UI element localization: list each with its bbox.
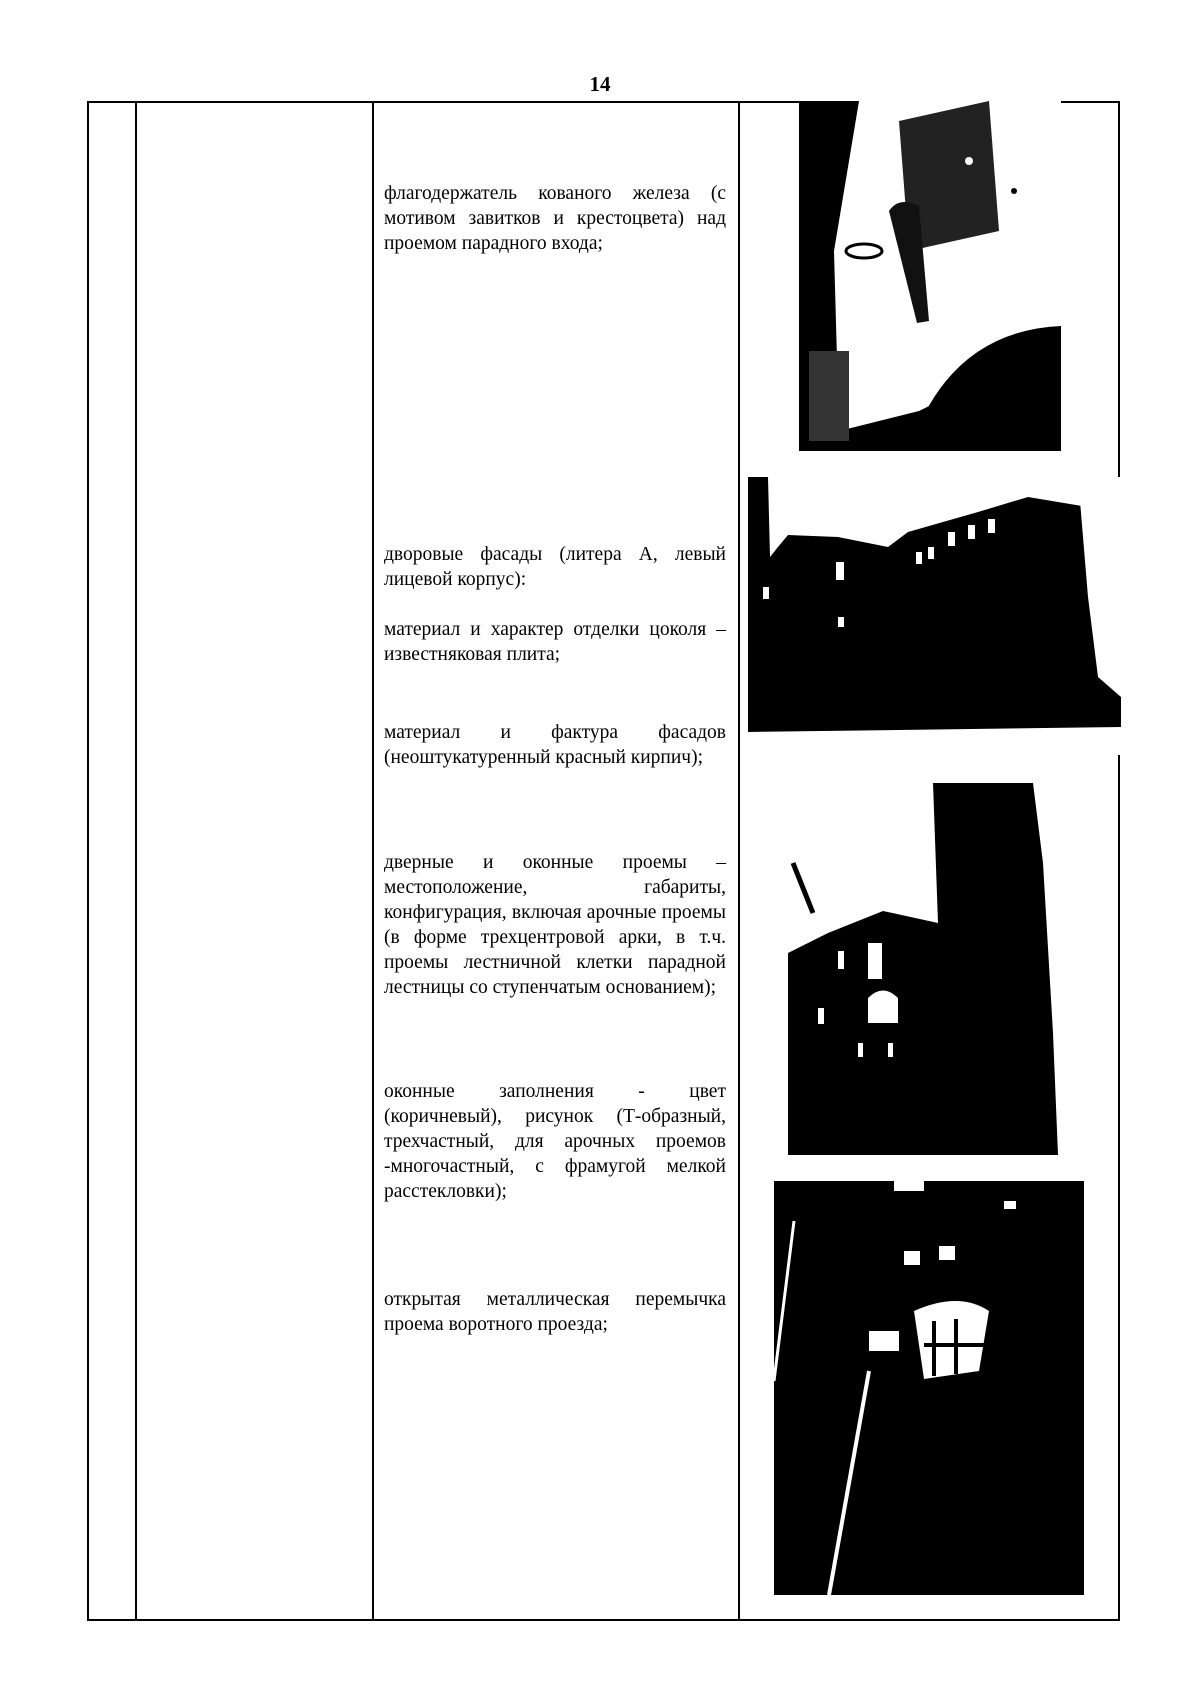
photo-gate-passage — [774, 1181, 1084, 1595]
page-number: 14 — [589, 72, 611, 96]
item-door-window-openings: дверные и оконные проемы – местоположение, габариты, конфигурация, включая арочные проемы (в форме трехцентровой арки, в т.ч. проемы лестничной клетки парадной лестницы со ступенчатым основанием); — [384, 852, 726, 998]
item-window-fillings: оконные заполнения - цвет (коричневый), рисунок (Т-образный, трехчастный, для арочных проемов -многочастный, с фрамугой мелкой расстекловки); — [384, 1081, 726, 1202]
column-divider — [135, 103, 137, 1619]
item-plinth-material: материал и характер отделки цоколя – известняковая плита; — [384, 619, 726, 665]
column-divider — [738, 103, 740, 1619]
photo-corner-tower — [788, 783, 1069, 1155]
column-divider — [372, 103, 374, 1619]
item-flag-holder: флагодержатель кованого железа (с мотивом завитков и крестоцвета) над проемом парадного входа; — [384, 183, 726, 254]
photo-flag-holder — [799, 101, 1061, 451]
item-courtyard-facades: дворовые фасады (литера А, левый лицевой корпус): — [384, 544, 726, 590]
item-metal-lintel: открытая металлическая перемычка проема воротного проезда; — [384, 1289, 726, 1335]
item-facade-material: материал и фактура фасадов (неоштукатуренный красный кирпич); — [384, 722, 726, 768]
photo-courtyard-facades — [748, 477, 1121, 755]
